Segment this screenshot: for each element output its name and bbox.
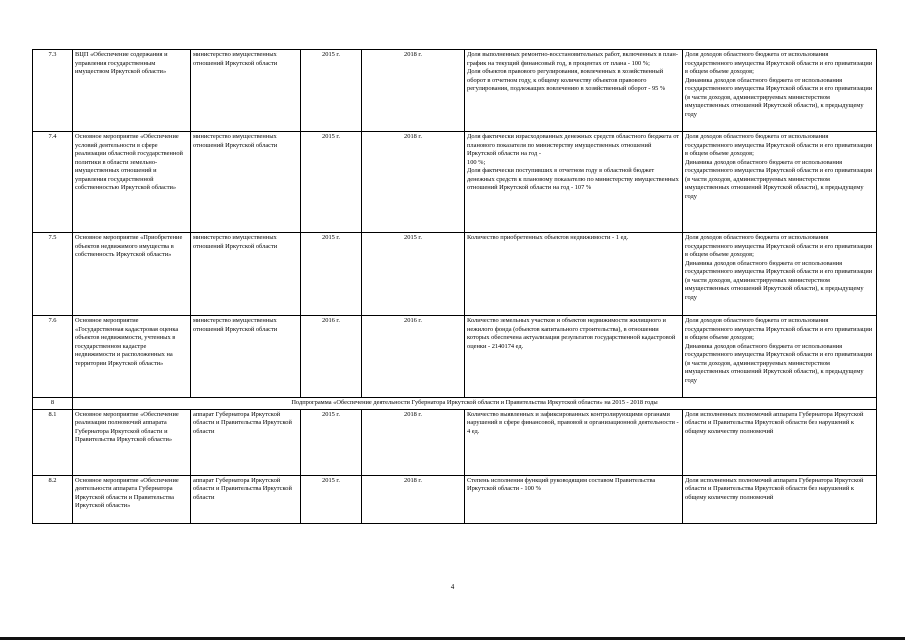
table-row <box>33 316 877 398</box>
indicators: Доля исполненных полномочий аппарата Губернатора Иркутской области и Правительства Иркутской области без нарушений к общему количеству полномочий <box>683 475 877 523</box>
activity-name: ВЦП «Обеспечение содержания и управления государственным имуществом Иркутской области» <box>73 50 191 132</box>
expected-result: Количество выявленных и зафиксированных контролирующими органами нарушений в сфере финансовой, правовой и организационной деятельности - 4 ед. <box>465 409 683 475</box>
activity-name: Основное мероприятие «Обеспечение деятельности аппарата Губернатора Иркутской области и Правительства Иркутской области» <box>73 475 191 523</box>
subprogram-number: 8 <box>33 398 73 410</box>
indicators: Доля исполненных полномочий аппарата Губернатора Иркутской области и Правительства Иркутской области без нарушений к общему количеству полномочий <box>683 409 877 475</box>
page-number: 4 <box>450 583 455 591</box>
executor: министерство имущественных отношений Иркутской области <box>191 132 301 233</box>
end-year: 2015 г. <box>362 233 465 316</box>
executor: министерство имущественных отношений Иркутской области <box>191 316 301 398</box>
activity-name: Основное мероприятие «Приобретение объектов недвижимого имущества в собственность Иркутской области» <box>73 233 191 316</box>
start-year: 2016 г. <box>301 316 362 398</box>
table-row <box>33 132 877 233</box>
start-year: 2015 г. <box>301 50 362 132</box>
indicators: Доля доходов областного бюджета от использования государственного имущества Иркутской области и его приватизации в общем объеме доходов; Динамика доходов областного бюджета от использования государственного имущества Иркутской области и его приватизации (в части доходов, администрируемых министерством имущественных отношений Иркутской области), к предыдущему году <box>683 316 877 398</box>
end-year: 2018 г. <box>362 475 465 523</box>
activity-name: Основное мероприятие «Обеспечение условий деятельности в сфере реализации областной государственной политики в области земельно-имущественных отношений и управления государственной собственностью Иркутской области» <box>73 132 191 233</box>
row-number: 7.3 <box>33 50 73 132</box>
expected-result: Доля фактически израсходованных денежных средств областного бюджета от планового показателя по министерству имущественных отношений Иркутской области на год - 100 %; Доля фактически поступивших в отчетном году в областной бюджет денежных средств к плановому показателю по министерству имущественных отношений Иркутской области на год - 107 % <box>465 132 683 233</box>
subprogram-row <box>33 398 877 410</box>
end-year: 2018 г. <box>362 50 465 132</box>
end-year: 2016 г. <box>362 316 465 398</box>
indicators: Доля доходов областного бюджета от использования государственного имущества Иркутской области и его приватизации в общем объеме доходов; Динамика доходов областного бюджета от использования государственного имущества Иркутской области и его приватизации (в части доходов, администрируемых министерством имущественных отношений Иркутской области), к предыдущему году <box>683 233 877 316</box>
executor: аппарат Губернатора Иркутской области и Правительства Иркутской области <box>191 409 301 475</box>
indicators: Доля доходов областного бюджета от использования государственного имущества Иркутской области и его приватизации в общем объеме доходов; Динамика доходов областного бюджета от использования государственного имущества Иркутской области и его приватизации (в части доходов, администрируемых министерством имущественных отношений Иркутской области), к предыдущему году <box>683 50 877 132</box>
row-number: 8.2 <box>33 475 73 523</box>
end-year: 2018 г. <box>362 409 465 475</box>
executor: министерство имущественных отношений Иркутской области <box>191 233 301 316</box>
activity-name: Основное мероприятие «Обеспечение реализации полномочий аппарата Губернатора Иркутской области и Правительства Иркутской области» <box>73 409 191 475</box>
row-number: 8.1 <box>33 409 73 475</box>
row-number: 7.6 <box>33 316 73 398</box>
executor: аппарат Губернатора Иркутской области и Правительства Иркутской области <box>191 475 301 523</box>
table-row <box>33 475 877 523</box>
expected-result: Количество приобретенных объектов недвижимости - 1 ед. <box>465 233 683 316</box>
program-table <box>32 49 877 524</box>
row-number: 7.4 <box>33 132 73 233</box>
activity-name: Основное мероприятие «Государственная кадастровая оценка объектов недвижимости, учтенных в государственном кадастре недвижимости и расположенных на территории Иркутской области» <box>73 316 191 398</box>
table-row <box>33 233 877 316</box>
start-year: 2015 г. <box>301 233 362 316</box>
expected-result: Доля выполненных ремонтно-восстановительных работ, включенных в план-график на текущий финансовый год, в процентах от плана - 100 %; Доля объектов правового регулирования, вовлеченных в хозяйственный оборот в отчетном году, к общему количеству объектов правового регулирования, подлежащих вовлечению в хозяйственный оборот - 95 % <box>465 50 683 132</box>
start-year: 2015 г. <box>301 409 362 475</box>
table-row <box>33 409 877 475</box>
start-year: 2015 г. <box>301 475 362 523</box>
executor: министерство имущественных отношений Иркутской области <box>191 50 301 132</box>
table-row <box>33 50 877 132</box>
indicators: Доля доходов областного бюджета от использования государственного имущества Иркутской области и его приватизации в общем объеме доходов; Динамика доходов областного бюджета от использования государственного имущества Иркутской области и его приватизации (в части доходов, администрируемых министерством имущественных отношений Иркутской области), к предыдущему году <box>683 132 877 233</box>
end-year: 2018 г. <box>362 132 465 233</box>
subprogram-title: Подпрограмма «Обеспечение деятельности Губернатора Иркутской области и Правительства Иркутской области» на 2015 - 2018 годы <box>73 398 877 410</box>
expected-result: Степень исполнения функций руководящим составом Правительства Иркутской области - 100 % <box>465 475 683 523</box>
start-year: 2015 г. <box>301 132 362 233</box>
row-number: 7.5 <box>33 233 73 316</box>
expected-result: Количество земельных участков и объектов недвижимости жилищного и нежилого фонда (объектов капитального строительства), в отношении которых обеспечена актуализация результатов государственной кадастровой оценки - 2140174 ед. <box>465 316 683 398</box>
